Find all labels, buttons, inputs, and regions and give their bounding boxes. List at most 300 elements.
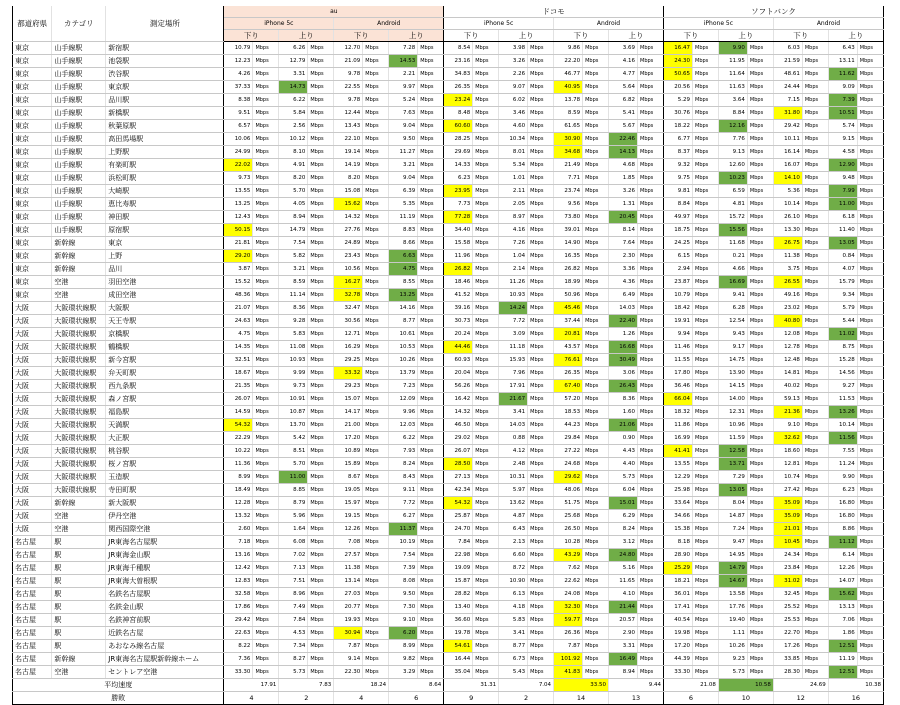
- cell-value: 7.54: [389, 549, 418, 562]
- cell-unit: Mbps: [747, 198, 773, 211]
- cell-unit: Mbps: [253, 484, 279, 497]
- cell-value: 42.34: [444, 484, 473, 497]
- cell-pref: 大阪: [13, 432, 52, 445]
- cell-unit: Mbps: [528, 276, 554, 289]
- cell-value: 4.53: [279, 627, 308, 640]
- cell-value: 12.09: [389, 393, 418, 406]
- cell-unit: Mbps: [308, 367, 334, 380]
- cell-value: 7.76: [718, 133, 747, 146]
- cell-value: 24.99: [224, 146, 253, 159]
- cell-value: 5.35: [389, 198, 418, 211]
- cell-unit: Mbps: [583, 315, 609, 328]
- cell-value: 15.62: [334, 198, 363, 211]
- cell-unit: Mbps: [857, 419, 883, 432]
- table-row: [13, 666, 884, 679]
- header-up: 上り: [499, 30, 554, 42]
- cell-unit: Mbps: [583, 289, 609, 302]
- cell-value: 13.71: [718, 458, 747, 471]
- cell-value: 14.75: [718, 354, 747, 367]
- cell-value: 26.82: [444, 263, 473, 276]
- cell-unit: Mbps: [473, 315, 499, 328]
- cell-unit: Mbps: [693, 549, 719, 562]
- cell-value: 6.23: [828, 484, 857, 497]
- cell-unit: Mbps: [308, 640, 334, 653]
- cell-unit: Mbps: [638, 536, 664, 549]
- cell-unit: Mbps: [747, 302, 773, 315]
- cell-unit: Mbps: [253, 666, 279, 679]
- summary-value: 12: [773, 692, 828, 705]
- cell-unit: Mbps: [253, 393, 279, 406]
- cell-unit: Mbps: [528, 484, 554, 497]
- cell-value: 8.01: [499, 146, 528, 159]
- cell-value: 0.84: [828, 250, 857, 263]
- cell-unit: Mbps: [857, 432, 883, 445]
- cell-value: 2.14: [499, 263, 528, 276]
- cell-unit: Mbps: [693, 315, 719, 328]
- cell-value: 16.42: [444, 393, 473, 406]
- cell-unit: Mbps: [308, 614, 334, 627]
- cell-value: 8.37: [663, 146, 692, 159]
- cell-value: 33.32: [334, 367, 363, 380]
- cell-unit: Mbps: [418, 55, 444, 68]
- cell-unit: Mbps: [418, 549, 444, 562]
- cell-value: 12.51: [828, 640, 857, 653]
- cell-unit: Mbps: [308, 588, 334, 601]
- cell-unit: Mbps: [473, 458, 499, 471]
- cell-value: 7.63: [389, 107, 418, 120]
- cell-unit: Mbps: [473, 224, 499, 237]
- cell-place: JR東海金山駅: [106, 549, 224, 562]
- cell-unit: Mbps: [473, 237, 499, 250]
- cell-unit: Mbps: [528, 354, 554, 367]
- cell-value: 9.23: [718, 653, 747, 666]
- cell-value: 6.23: [444, 172, 473, 185]
- cell-value: 15.93: [499, 354, 528, 367]
- cell-unit: Mbps: [747, 133, 773, 146]
- cell-value: 25.87: [444, 510, 473, 523]
- cell-value: 54.32: [224, 419, 253, 432]
- cell-value: 50.65: [663, 68, 692, 81]
- cell-value: 15.38: [663, 523, 692, 536]
- summary-value: 9.44: [608, 679, 663, 692]
- cell-unit: Mbps: [638, 315, 664, 328]
- cell-value: 41.41: [663, 445, 692, 458]
- cell-value: 21.09: [334, 55, 363, 68]
- cell-value: 7.99: [828, 185, 857, 198]
- cell-value: 25.68: [554, 510, 583, 523]
- cell-pref: 東京: [13, 250, 52, 263]
- cell-value: 17.86: [224, 601, 253, 614]
- cell-place: 玉造駅: [106, 471, 224, 484]
- cell-value: 15.58: [444, 237, 473, 250]
- cell-category: 大阪環状線駅: [52, 328, 106, 341]
- cell-value: 14.87: [718, 510, 747, 523]
- cell-unit: Mbps: [528, 653, 554, 666]
- cell-value: 21.81: [224, 237, 253, 250]
- cell-value: 10.12: [279, 133, 308, 146]
- cell-unit: Mbps: [693, 354, 719, 367]
- cell-value: 7.96: [499, 367, 528, 380]
- cell-unit: Mbps: [583, 588, 609, 601]
- cell-value: 14.79: [279, 224, 308, 237]
- cell-value: 59.77: [554, 614, 583, 627]
- cell-unit: Mbps: [473, 263, 499, 276]
- cell-unit: Mbps: [638, 406, 664, 419]
- cell-unit: Mbps: [253, 341, 279, 354]
- cell-value: 14.81: [773, 367, 802, 380]
- cell-unit: Mbps: [363, 419, 389, 432]
- cell-value: 28.25: [444, 133, 473, 146]
- cell-value: 11.02: [828, 328, 857, 341]
- cell-value: 12.58: [718, 445, 747, 458]
- cell-value: 8.83: [389, 224, 418, 237]
- cell-value: 29.25: [334, 354, 363, 367]
- cell-unit: Mbps: [528, 575, 554, 588]
- cell-unit: Mbps: [418, 536, 444, 549]
- cell-unit: Mbps: [473, 94, 499, 107]
- cell-value: 37.44: [554, 315, 583, 328]
- cell-unit: Mbps: [528, 94, 554, 107]
- cell-value: 4.81: [718, 198, 747, 211]
- cell-value: 6.57: [224, 120, 253, 133]
- cell-unit: Mbps: [583, 133, 609, 146]
- cell-value: 14.79: [718, 562, 747, 575]
- cell-unit: Mbps: [308, 107, 334, 120]
- cell-value: 26.55: [773, 276, 802, 289]
- summary-value: 14: [554, 692, 609, 705]
- cell-value: 11.46: [663, 341, 692, 354]
- cell-value: 30.94: [334, 627, 363, 640]
- cell-unit: Mbps: [638, 263, 664, 276]
- cell-value: 14.90: [554, 237, 583, 250]
- cell-unit: Mbps: [638, 458, 664, 471]
- cell-unit: Mbps: [473, 146, 499, 159]
- table-row: [13, 367, 884, 380]
- cell-unit: Mbps: [583, 354, 609, 367]
- cell-unit: Mbps: [583, 302, 609, 315]
- cell-unit: Mbps: [857, 484, 883, 497]
- cell-unit: Mbps: [253, 159, 279, 172]
- cell-unit: Mbps: [528, 666, 554, 679]
- table-body: [13, 42, 884, 705]
- cell-category: 駅: [52, 601, 106, 614]
- table-row: [13, 133, 884, 146]
- cell-unit: Mbps: [638, 42, 664, 55]
- cell-value: 22.10: [334, 133, 363, 146]
- cell-unit: Mbps: [747, 172, 773, 185]
- cell-value: 6.02: [499, 94, 528, 107]
- cell-value: 6.43: [499, 523, 528, 536]
- cell-place: 福島駅: [106, 406, 224, 419]
- cell-value: 26.35: [554, 367, 583, 380]
- cell-value: 7.62: [554, 562, 583, 575]
- cell-value: 23.43: [334, 250, 363, 263]
- cell-value: 4.91: [279, 159, 308, 172]
- cell-unit: Mbps: [253, 302, 279, 315]
- table-row: [13, 458, 884, 471]
- cell-category: 大阪環状線駅: [52, 380, 106, 393]
- cell-value: 24.70: [444, 523, 473, 536]
- cell-value: 13.90: [718, 367, 747, 380]
- cell-value: 4.60: [499, 120, 528, 133]
- table-row: [13, 276, 884, 289]
- cell-value: 23.24: [444, 94, 473, 107]
- cell-value: 14.32: [444, 406, 473, 419]
- cell-unit: Mbps: [583, 432, 609, 445]
- cell-unit: Mbps: [418, 185, 444, 198]
- cell-value: 8.22: [224, 640, 253, 653]
- cell-unit: Mbps: [583, 523, 609, 536]
- cell-value: 2.05: [499, 198, 528, 211]
- cell-value: 41.52: [444, 289, 473, 302]
- cell-pref: 大阪: [13, 302, 52, 315]
- cell-unit: Mbps: [253, 523, 279, 536]
- cell-value: 9.47: [718, 536, 747, 549]
- cell-pref: 大阪: [13, 497, 52, 510]
- cell-pref: 東京: [13, 172, 52, 185]
- cell-unit: Mbps: [253, 68, 279, 81]
- cell-unit: Mbps: [253, 94, 279, 107]
- cell-value: 8.55: [389, 276, 418, 289]
- cell-value: 34.83: [444, 68, 473, 81]
- cell-unit: Mbps: [363, 627, 389, 640]
- cell-value: 22.46: [608, 133, 637, 146]
- cell-unit: Mbps: [802, 601, 828, 614]
- cell-value: 35.09: [773, 510, 802, 523]
- cell-category: 駅: [52, 640, 106, 653]
- cell-place: 原宿駅: [106, 224, 224, 237]
- table-row: [13, 393, 884, 406]
- cell-value: 14.73: [279, 81, 308, 94]
- cell-value: 22.30: [334, 666, 363, 679]
- cell-value: 14.95: [718, 549, 747, 562]
- cell-value: 10.26: [718, 640, 747, 653]
- cell-value: 6.49: [608, 289, 637, 302]
- cell-unit: Mbps: [857, 523, 883, 536]
- table-row: [13, 627, 884, 640]
- cell-unit: Mbps: [253, 276, 279, 289]
- cell-value: 6.22: [389, 432, 418, 445]
- cell-value: 9.10: [389, 614, 418, 627]
- cell-value: 9.99: [279, 367, 308, 380]
- cell-unit: Mbps: [693, 393, 719, 406]
- cell-unit: Mbps: [253, 458, 279, 471]
- cell-unit: Mbps: [802, 107, 828, 120]
- table-row: [13, 419, 884, 432]
- cell-unit: Mbps: [418, 445, 444, 458]
- cell-unit: Mbps: [693, 510, 719, 523]
- cell-unit: Mbps: [473, 640, 499, 653]
- cell-unit: Mbps: [253, 471, 279, 484]
- cell-pref: 名古屋: [13, 653, 52, 666]
- cell-unit: Mbps: [802, 289, 828, 302]
- cell-value: 1.31: [608, 198, 637, 211]
- cell-unit: Mbps: [473, 185, 499, 198]
- cell-value: 6.27: [389, 510, 418, 523]
- cell-value: 8.24: [608, 523, 637, 536]
- cell-value: 8.75: [828, 341, 857, 354]
- cell-pref: 大阪: [13, 445, 52, 458]
- cell-place: 新宿駅: [106, 42, 224, 55]
- cell-pref: 東京: [13, 276, 52, 289]
- cell-value: 19.05: [334, 484, 363, 497]
- cell-unit: Mbps: [747, 497, 773, 510]
- cell-unit: Mbps: [802, 198, 828, 211]
- cell-value: 21.07: [224, 302, 253, 315]
- table-row: [13, 120, 884, 133]
- cell-category: 山手線駅: [52, 68, 106, 81]
- cell-category: 新幹線: [52, 497, 106, 510]
- cell-value: 28.30: [773, 666, 802, 679]
- cell-value: 10.34: [499, 133, 528, 146]
- cell-pref: 東京: [13, 68, 52, 81]
- cell-value: 5.70: [279, 458, 308, 471]
- cell-value: 26.36: [554, 627, 583, 640]
- summary-value: 33.50: [554, 679, 609, 692]
- cell-value: 13.05: [828, 237, 857, 250]
- cell-unit: Mbps: [363, 536, 389, 549]
- cell-place: 天満駅: [106, 419, 224, 432]
- cell-unit: Mbps: [418, 653, 444, 666]
- cell-unit: Mbps: [747, 55, 773, 68]
- cell-unit: Mbps: [693, 627, 719, 640]
- cell-unit: Mbps: [363, 510, 389, 523]
- cell-value: 13.79: [389, 367, 418, 380]
- cell-unit: Mbps: [473, 302, 499, 315]
- cell-unit: Mbps: [693, 211, 719, 224]
- cell-unit: Mbps: [747, 419, 773, 432]
- cell-category: 駅: [52, 588, 106, 601]
- cell-unit: Mbps: [747, 289, 773, 302]
- cell-value: 22.02: [224, 159, 253, 172]
- cell-unit: Mbps: [363, 614, 389, 627]
- cell-value: 15.01: [608, 497, 637, 510]
- cell-place: セントレア空港: [106, 666, 224, 679]
- cell-value: 8.77: [389, 315, 418, 328]
- cell-unit: Mbps: [473, 198, 499, 211]
- cell-value: 19.09: [444, 562, 473, 575]
- cell-unit: Mbps: [473, 250, 499, 263]
- cell-pref: 大阪: [13, 406, 52, 419]
- cell-value: 10.61: [389, 328, 418, 341]
- cell-pref: 名古屋: [13, 601, 52, 614]
- cell-value: 2.13: [499, 536, 528, 549]
- cell-value: 50.96: [554, 289, 583, 302]
- cell-unit: Mbps: [802, 419, 828, 432]
- cell-unit: Mbps: [747, 94, 773, 107]
- cell-category: 駅: [52, 575, 106, 588]
- cell-unit: Mbps: [638, 276, 664, 289]
- cell-unit: Mbps: [638, 562, 664, 575]
- cell-unit: Mbps: [693, 107, 719, 120]
- cell-value: 27.42: [773, 484, 802, 497]
- cell-value: 12.78: [773, 341, 802, 354]
- cell-value: 29.42: [224, 614, 253, 627]
- cell-unit: Mbps: [253, 588, 279, 601]
- cell-unit: Mbps: [747, 367, 773, 380]
- cell-value: 7.55: [828, 445, 857, 458]
- cell-value: 37.33: [224, 81, 253, 94]
- cell-value: 25.52: [773, 601, 802, 614]
- cell-value: 15.62: [828, 588, 857, 601]
- cell-unit: Mbps: [308, 666, 334, 679]
- cell-unit: Mbps: [363, 640, 389, 653]
- cell-unit: Mbps: [747, 68, 773, 81]
- cell-unit: Mbps: [747, 341, 773, 354]
- cell-value: 5.36: [773, 185, 802, 198]
- cell-unit: Mbps: [528, 406, 554, 419]
- cell-value: 30.90: [554, 133, 583, 146]
- cell-value: 8.59: [554, 107, 583, 120]
- cell-value: 10.14: [773, 198, 802, 211]
- cell-unit: Mbps: [363, 315, 389, 328]
- cell-pref: 大阪: [13, 328, 52, 341]
- cell-place: あおなみ線名古屋: [106, 640, 224, 653]
- cell-unit: Mbps: [747, 237, 773, 250]
- cell-unit: Mbps: [473, 601, 499, 614]
- cell-unit: Mbps: [363, 133, 389, 146]
- cell-unit: Mbps: [308, 42, 334, 55]
- cell-category: 駅: [52, 549, 106, 562]
- cell-unit: Mbps: [363, 55, 389, 68]
- cell-unit: Mbps: [528, 315, 554, 328]
- cell-value: 8.20: [279, 172, 308, 185]
- cell-value: 15.07: [334, 393, 363, 406]
- cell-value: 2.26: [499, 68, 528, 81]
- cell-value: 35.04: [444, 666, 473, 679]
- cell-unit: Mbps: [638, 185, 664, 198]
- cell-unit: Mbps: [253, 380, 279, 393]
- speed-test-sheet: [12, 6, 884, 705]
- cell-value: 32.51: [224, 354, 253, 367]
- cell-unit: Mbps: [528, 302, 554, 315]
- cell-unit: Mbps: [747, 250, 773, 263]
- cell-unit: Mbps: [747, 640, 773, 653]
- cell-place: 西九条駅: [106, 380, 224, 393]
- cell-unit: Mbps: [802, 614, 828, 627]
- cell-unit: Mbps: [857, 42, 883, 55]
- header-down: 下り: [773, 30, 828, 42]
- cell-unit: Mbps: [857, 562, 883, 575]
- cell-value: 8.14: [608, 224, 637, 237]
- cell-unit: Mbps: [638, 640, 664, 653]
- cell-value: 27.03: [334, 588, 363, 601]
- cell-unit: Mbps: [363, 250, 389, 263]
- cell-unit: Mbps: [693, 484, 719, 497]
- header-pref: 都道府県: [13, 6, 52, 42]
- cell-unit: Mbps: [802, 471, 828, 484]
- cell-value: 5.24: [389, 94, 418, 107]
- cell-value: 3.69: [608, 42, 637, 55]
- cell-unit: Mbps: [638, 497, 664, 510]
- cell-unit: Mbps: [418, 393, 444, 406]
- cell-unit: Mbps: [747, 575, 773, 588]
- cell-unit: Mbps: [418, 315, 444, 328]
- cell-category: 空港: [52, 666, 106, 679]
- cell-unit: Mbps: [693, 68, 719, 81]
- cell-value: 13.25: [224, 198, 253, 211]
- cell-pref: 大阪: [13, 315, 52, 328]
- cell-value: 26.10: [773, 211, 802, 224]
- cell-unit: Mbps: [693, 172, 719, 185]
- cell-value: 14.16: [389, 302, 418, 315]
- cell-unit: Mbps: [802, 68, 828, 81]
- cell-value: 7.02: [279, 549, 308, 562]
- cell-place: 品川駅: [106, 94, 224, 107]
- cell-unit: Mbps: [693, 640, 719, 653]
- table-row: [13, 497, 884, 510]
- cell-unit: Mbps: [802, 276, 828, 289]
